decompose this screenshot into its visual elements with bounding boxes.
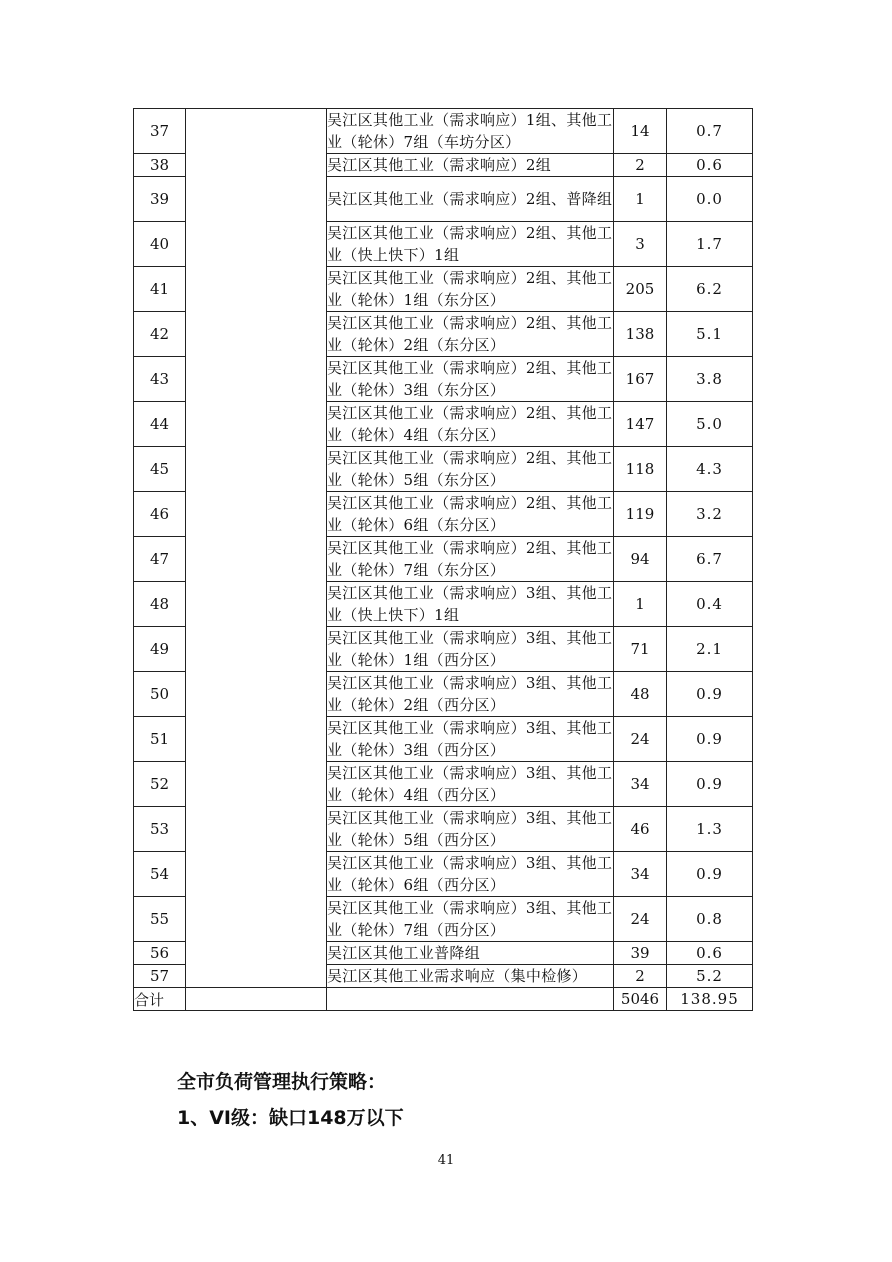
- row-number: 54: [134, 852, 186, 897]
- row-number: 43: [134, 357, 186, 402]
- load-value: 0.6: [667, 154, 753, 177]
- load-value: 0.9: [667, 717, 753, 762]
- load-value: 2.1: [667, 627, 753, 672]
- load-value: 0.0: [667, 177, 753, 222]
- row-number: 48: [134, 582, 186, 627]
- load-value: 0.7: [667, 109, 753, 154]
- load-value: 3.8: [667, 357, 753, 402]
- row-number: 50: [134, 672, 186, 717]
- total-load: 138.95: [667, 988, 753, 1011]
- strategy-heading: 全市负荷管理执行策略：: [177, 1071, 387, 1093]
- group-name: 吴江区其他工业（需求响应）3组、其他工业（轮休）1组（西分区）: [327, 627, 614, 672]
- group-name: 吴江区其他工业（需求响应）2组、其他工业（轮休）5组（东分区）: [327, 447, 614, 492]
- row-number: 42: [134, 312, 186, 357]
- load-value: 1.3: [667, 807, 753, 852]
- user-count: 34: [614, 852, 667, 897]
- user-count: 119: [614, 492, 667, 537]
- user-count: 34: [614, 762, 667, 807]
- group-name: 吴江区其他工业（需求响应）2组、普降组: [327, 177, 614, 222]
- group-name: 吴江区其他工业（需求响应）2组、其他工业（轮休）6组（东分区）: [327, 492, 614, 537]
- row-number: 38: [134, 154, 186, 177]
- group-name: 吴江区其他工业（需求响应）2组、其他工业（轮休）2组（东分区）: [327, 312, 614, 357]
- user-count: 118: [614, 447, 667, 492]
- row-number: 49: [134, 627, 186, 672]
- page-number: 41: [437, 1153, 455, 1168]
- user-count: 138: [614, 312, 667, 357]
- total-empty-cell: [186, 988, 327, 1011]
- group-name: 吴江区其他工业（需求响应）2组、其他工业（轮休）7组（东分区）: [327, 537, 614, 582]
- load-value: 5.2: [667, 965, 753, 988]
- user-count: 14: [614, 109, 667, 154]
- user-count: 3: [614, 222, 667, 267]
- load-value: 6.7: [667, 537, 753, 582]
- group-name: 吴江区其他工业（需求响应）3组、其他工业（轮休）3组（西分区）: [327, 717, 614, 762]
- group-name: 吴江区其他工业普降组: [327, 942, 614, 965]
- row-number: 46: [134, 492, 186, 537]
- user-count: 71: [614, 627, 667, 672]
- load-value: 5.1: [667, 312, 753, 357]
- total-empty-cell: [327, 988, 614, 1011]
- load-value: 0.6: [667, 942, 753, 965]
- total-count: 5046: [614, 988, 667, 1011]
- group-name: 吴江区其他工业（需求响应）1组、其他工业（轮休）7组（车坊分区）: [327, 109, 614, 154]
- user-count: 39: [614, 942, 667, 965]
- group-cell: [186, 109, 327, 988]
- group-name: 吴江区其他工业（需求响应）3组、其他工业（快上快下）1组: [327, 582, 614, 627]
- row-number: 55: [134, 897, 186, 942]
- load-value: 0.8: [667, 897, 753, 942]
- load-value: 0.9: [667, 672, 753, 717]
- row-number: 39: [134, 177, 186, 222]
- load-table: [133, 108, 753, 1011]
- row-number: 44: [134, 402, 186, 447]
- user-count: 48: [614, 672, 667, 717]
- user-count: 24: [614, 897, 667, 942]
- group-name: 吴江区其他工业（需求响应）3组、其他工业（轮休）4组（西分区）: [327, 762, 614, 807]
- user-count: 24: [614, 717, 667, 762]
- load-value: 5.0: [667, 402, 753, 447]
- group-name: 吴江区其他工业需求响应（集中检修）: [327, 965, 614, 988]
- row-number: 40: [134, 222, 186, 267]
- row-number: 37: [134, 109, 186, 154]
- load-value: 0.4: [667, 582, 753, 627]
- table-body: [134, 109, 753, 1011]
- group-name: 吴江区其他工业（需求响应）2组、其他工业（快上快下）1组: [327, 222, 614, 267]
- group-name: 吴江区其他工业（需求响应）2组、其他工业（轮休）3组（东分区）: [327, 357, 614, 402]
- row-number: 51: [134, 717, 186, 762]
- group-name: 吴江区其他工业（需求响应）2组、其他工业（轮休）4组（东分区）: [327, 402, 614, 447]
- row-number: 53: [134, 807, 186, 852]
- user-count: 1: [614, 582, 667, 627]
- user-count: 1: [614, 177, 667, 222]
- user-count: 147: [614, 402, 667, 447]
- group-name: 吴江区其他工业（需求响应）2组、其他工业（轮休）1组（东分区）: [327, 267, 614, 312]
- load-value: 0.9: [667, 852, 753, 897]
- group-name: 吴江区其他工业（需求响应）3组、其他工业（轮休）7组（西分区）: [327, 897, 614, 942]
- total-row: [134, 988, 753, 1011]
- load-value: 3.2: [667, 492, 753, 537]
- table-row: [134, 109, 753, 154]
- row-number: 41: [134, 267, 186, 312]
- row-number: 45: [134, 447, 186, 492]
- total-label: 合计: [134, 988, 186, 1011]
- group-name: 吴江区其他工业（需求响应）2组: [327, 154, 614, 177]
- user-count: 2: [614, 965, 667, 988]
- group-name: 吴江区其他工业（需求响应）3组、其他工业（轮休）6组（西分区）: [327, 852, 614, 897]
- row-number: 52: [134, 762, 186, 807]
- group-name: 吴江区其他工业（需求响应）3组、其他工业（轮休）5组（西分区）: [327, 807, 614, 852]
- load-value: 1.7: [667, 222, 753, 267]
- level-heading: 1、VI级：缺口148万以下: [177, 1107, 404, 1129]
- group-name: 吴江区其他工业（需求响应）3组、其他工业（轮休）2组（西分区）: [327, 672, 614, 717]
- user-count: 2: [614, 154, 667, 177]
- user-count: 46: [614, 807, 667, 852]
- row-number: 47: [134, 537, 186, 582]
- user-count: 94: [614, 537, 667, 582]
- load-value: 0.9: [667, 762, 753, 807]
- load-value: 4.3: [667, 447, 753, 492]
- user-count: 205: [614, 267, 667, 312]
- user-count: 167: [614, 357, 667, 402]
- row-number: 56: [134, 942, 186, 965]
- row-number: 57: [134, 965, 186, 988]
- load-value: 6.2: [667, 267, 753, 312]
